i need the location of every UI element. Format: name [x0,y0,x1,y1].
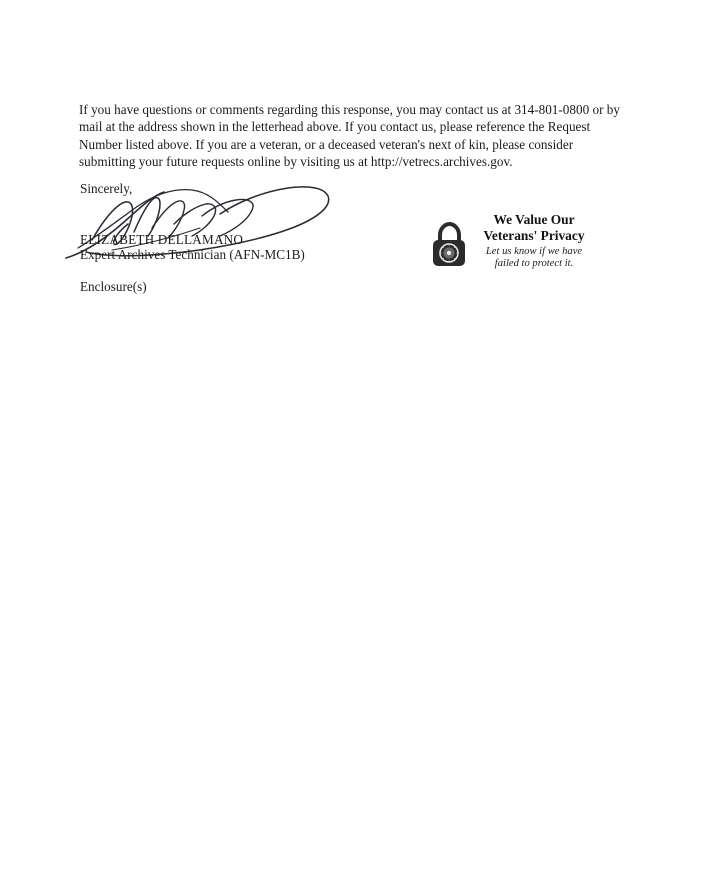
enclosure-line: Enclosure(s) [80,279,147,294]
signature-name: ELIZABETH DELLAMANO [80,232,244,247]
privacy-seal-text [472,212,596,271]
privacy-seal-line1: We Value Our [493,212,575,227]
closing-line: Sincerely, [80,181,133,196]
body-paragraph-text: If you have questions or comments regarding this response, you may contact us at 314-801-0800 or by mail at the address shown in the letterhead above. If you contact us, please reference the Request Number listed above. If you are a veteran, or a deceased veteran's next of kin, please consider submitting your future requests online by visiting us at http://vetrecs.archives.gov. [79,102,620,170]
privacy-seal [430,212,595,280]
privacy-seal-subtext-line1: Let us know if we have [485,246,583,257]
privacy-seal-subtext [472,246,596,271]
privacy-seal-line2: Veterans' Privacy [483,228,585,243]
padlock-icon [430,222,468,268]
privacy-seal-subtext-line2: failed to protect it. [494,258,574,270]
signature-title: Expert Archives Technician (AFN-MC1B) [80,247,305,262]
body-paragraph [79,101,624,171]
